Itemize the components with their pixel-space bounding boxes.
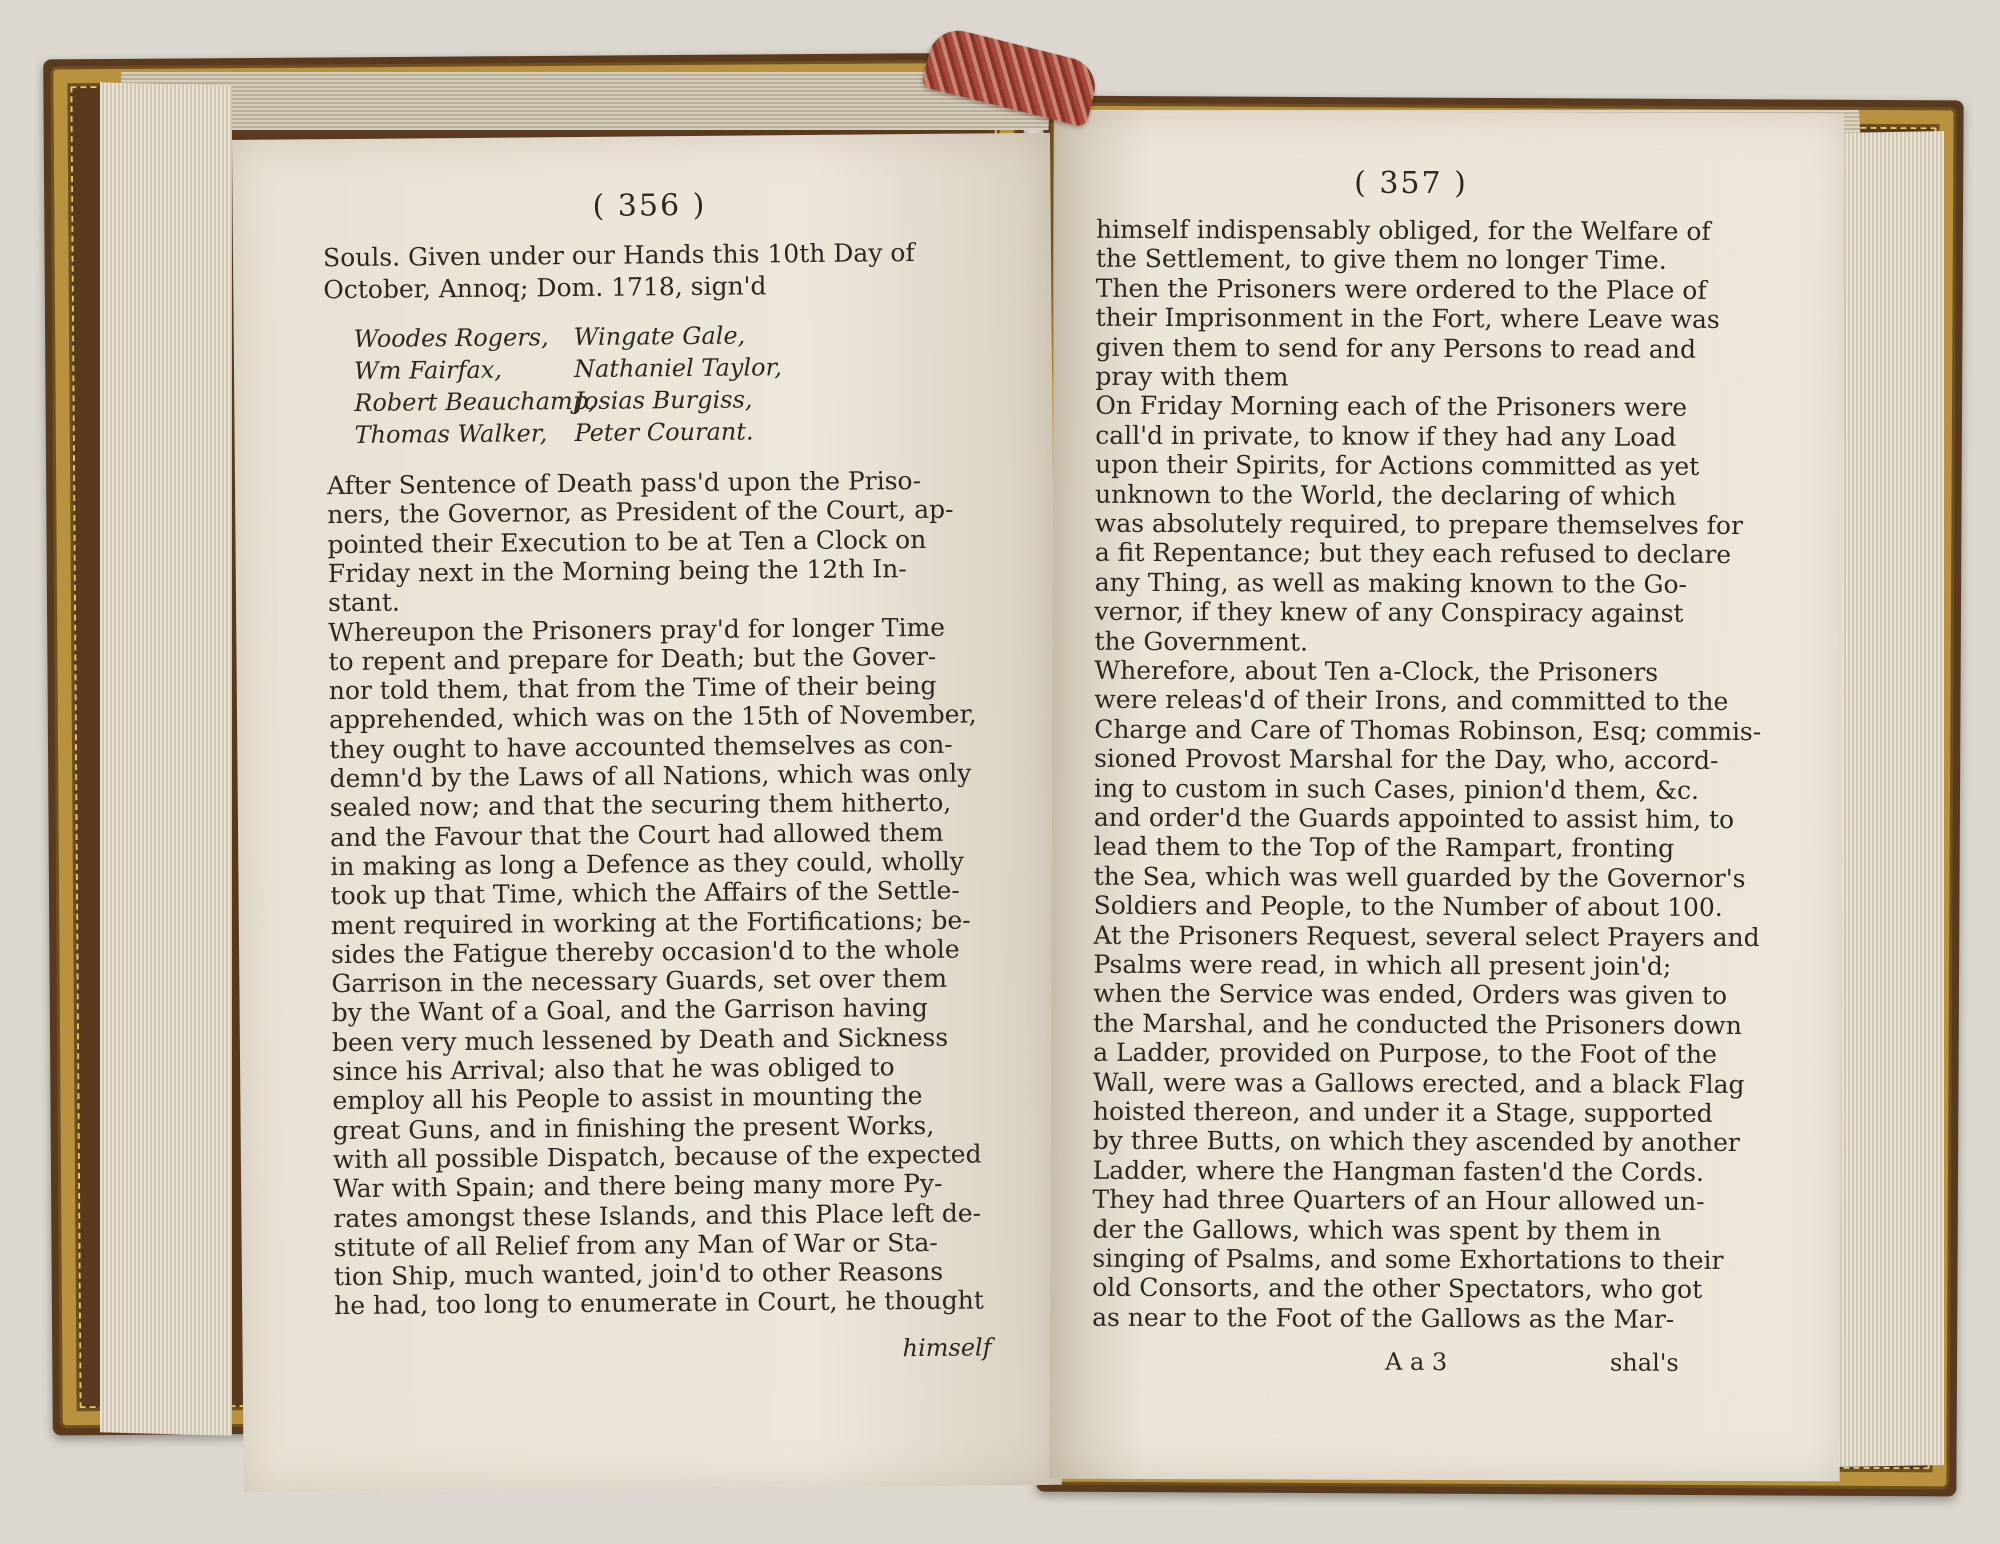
text-line: and order'd the Guards appointed to assist him, to bbox=[1093, 802, 1735, 835]
text-line: tion Ship, much wanted, join'd to other Reasons bbox=[333, 1256, 944, 1292]
text-line: Psalms were read, in which all present join'd; bbox=[1093, 949, 1672, 981]
text-line: since his Arrival; also that he was obliged to bbox=[332, 1052, 895, 1087]
catchword: himself bbox=[902, 1333, 992, 1363]
text-line: sealed now; and that the securing them hitherto, bbox=[329, 788, 952, 823]
text-line: with all possible Dispatch, because of the expected bbox=[332, 1139, 982, 1175]
text-line: stitute of all Relief from any Man of War or Sta- bbox=[333, 1227, 938, 1262]
text-line: ners, the Governor, as President of the Court, ap- bbox=[327, 495, 954, 530]
text-line: upon their Spirits, for Actions committed as yet bbox=[1095, 449, 1700, 482]
text-line: apprehended, which was on the 15th of November, bbox=[328, 699, 977, 735]
left-page-block-edge bbox=[100, 82, 232, 1435]
page-number: ( 357 ) bbox=[1354, 165, 1468, 202]
page-number: ( 356 ) bbox=[592, 187, 707, 224]
text-line: their Imprisonment in the Fort, where Leave was bbox=[1095, 302, 1720, 335]
text-line: great Guns, and in finishing the present Works, bbox=[332, 1110, 935, 1145]
text-line: employ all his People to assist in mounting the bbox=[332, 1081, 923, 1116]
text-line: unknown to the World, the declaring of which bbox=[1095, 479, 1677, 511]
text-line: Souls. Given under our Hands this 10th Day of bbox=[322, 238, 915, 273]
text-line: vernor, if they knew of any Conspiracy against bbox=[1094, 596, 1684, 629]
left-page bbox=[232, 133, 1062, 1492]
text-line: pray with them bbox=[1095, 361, 1289, 392]
text-line: sioned Provost Marshal for the Day, who, accord- bbox=[1094, 743, 1719, 776]
text-line: the Settlement, to give them no longer Time. bbox=[1095, 244, 1667, 276]
text-line: Nathaniel Taylor, bbox=[573, 353, 783, 384]
text-line: Josias Burgiss, bbox=[574, 385, 753, 416]
text-line: singing of Psalms, and some Exhortations to their bbox=[1092, 1243, 1724, 1275]
catchword: shal's bbox=[1609, 1348, 1679, 1377]
text-line: stant. bbox=[327, 587, 401, 618]
text-line: a fit Repentance; but they each refused to declare bbox=[1094, 538, 1732, 570]
text-line: the Marshal, and he conducted the Prisoners down bbox=[1093, 1008, 1742, 1040]
text-line: in making as long a Defence as they could, wholly bbox=[330, 846, 965, 882]
text-line: Peter Courant. bbox=[574, 417, 754, 448]
text-line: After Sentence of Death pass'd upon the Priso- bbox=[326, 466, 922, 501]
text-line: Woodes Rogers, bbox=[353, 323, 549, 353]
text-line: as near to the Foot of the Gallows as the Mar- bbox=[1092, 1302, 1675, 1334]
text-line: by the Want of a Goal, and the Garrison having bbox=[331, 993, 928, 1028]
text-line: nor told them, that from the Time of their being bbox=[328, 670, 937, 706]
text-line: a Ladder, provided on Purpose, to the Foot of the bbox=[1093, 1037, 1718, 1070]
text-line: rates amongst these Islands, and this Place left de- bbox=[333, 1198, 982, 1233]
text-line: ment required in working at the Fortifications; be- bbox=[330, 905, 971, 940]
text-line: given them to send for any Persons to read and bbox=[1095, 332, 1697, 364]
text-line: they ought to have accounted themselves as con- bbox=[329, 729, 953, 764]
text-line: pointed their Execution to be at Ten a Clock on bbox=[327, 524, 927, 559]
text-line: took up that Time, which the Affairs of the Settle- bbox=[330, 875, 960, 911]
text-line: At the Prisoners Request, several select Prayers and bbox=[1093, 920, 1760, 952]
text-line: call'd in private, to know if they had any Load bbox=[1095, 420, 1677, 452]
text-line: were releas'd of their Irons, and committed to the bbox=[1094, 685, 1729, 717]
text-line: War with Spain; and there being many more Py- bbox=[333, 1169, 943, 1204]
text-line: Robert Beauchamp, bbox=[354, 386, 596, 417]
text-line: the Sea, which was well guarded by the Governor's bbox=[1093, 861, 1746, 893]
text-line: der the Gallows, which was spent by them in bbox=[1092, 1214, 1662, 1246]
text-line: Wm Fairfax, bbox=[353, 355, 503, 385]
text-line: Wherefore, about Ten a-Clock, the Prisoners bbox=[1094, 655, 1659, 687]
text-line: hoisted thereon, and under it a Stage, supported bbox=[1092, 1096, 1713, 1128]
text-line: when the Service was ended, Orders was given to bbox=[1093, 979, 1728, 1011]
text-line: to repent and prepare for Death; but the Gover- bbox=[328, 641, 937, 676]
text-line: ing to custom in such Cases, pinion'd them, &c. bbox=[1093, 773, 1700, 805]
text-line: Wingate Gale, bbox=[573, 321, 746, 352]
text-line: Whereupon the Prisoners pray'd for longer Time bbox=[328, 612, 946, 647]
text-line: October, Annoq; Dom. 1718, sign'd bbox=[323, 271, 767, 305]
text-line: himself indispensably obliged, for the Welfare of bbox=[1095, 214, 1711, 246]
text-line: Then the Prisoners were ordered to the Place of bbox=[1095, 273, 1707, 305]
text-line: Friday next in the Morning being the 12th In- bbox=[327, 554, 907, 589]
text-line: They had three Quarters of an Hour allowed un- bbox=[1092, 1184, 1705, 1217]
signature-mark: A a 3 bbox=[1384, 1347, 1448, 1377]
text-line: the Government. bbox=[1094, 626, 1309, 657]
text-line: Charge and Care of Thomas Robinson, Esq; commis- bbox=[1094, 714, 1762, 746]
right-page bbox=[1050, 111, 1845, 1482]
text-line: he had, too long to enumerate in Court, he thought bbox=[334, 1285, 984, 1321]
right-page-block-edge bbox=[1834, 131, 1944, 1467]
text-line: and the Favour that the Court had allowed them bbox=[329, 817, 944, 852]
text-line: lead them to the Top of the Rampart, fronting bbox=[1093, 832, 1675, 864]
text-line: On Friday Morning each of the Prisoners were bbox=[1095, 391, 1688, 423]
text-line: by three Butts, on which they ascended by another bbox=[1092, 1126, 1740, 1158]
text-line: sides the Fatigue thereby occasion'd to the whole bbox=[330, 934, 960, 969]
text-line: old Consorts, and the other Spectators, who got bbox=[1092, 1273, 1703, 1305]
text-line: Garrison in the necessary Guards, set over them bbox=[331, 963, 948, 999]
text-line: been very much lessened by Death and Sickness bbox=[331, 1022, 949, 1057]
text-line: demn'd by the Laws of all Nations, which was only bbox=[329, 758, 972, 794]
text-line: Ladder, where the Hangman fasten'd the Cords. bbox=[1092, 1155, 1705, 1187]
text-line: any Thing, as well as making known to the Go- bbox=[1094, 567, 1688, 599]
text-line: Wall, were was a Gallows erected, and a black Flag bbox=[1092, 1067, 1745, 1099]
left-page-block-top bbox=[118, 72, 1051, 130]
text-line: Thomas Walker, bbox=[354, 419, 548, 449]
text-line: Soldiers and People, to the Number of about 100. bbox=[1093, 890, 1723, 923]
text-line: was absolutely required, to prepare themselves for bbox=[1094, 508, 1743, 541]
